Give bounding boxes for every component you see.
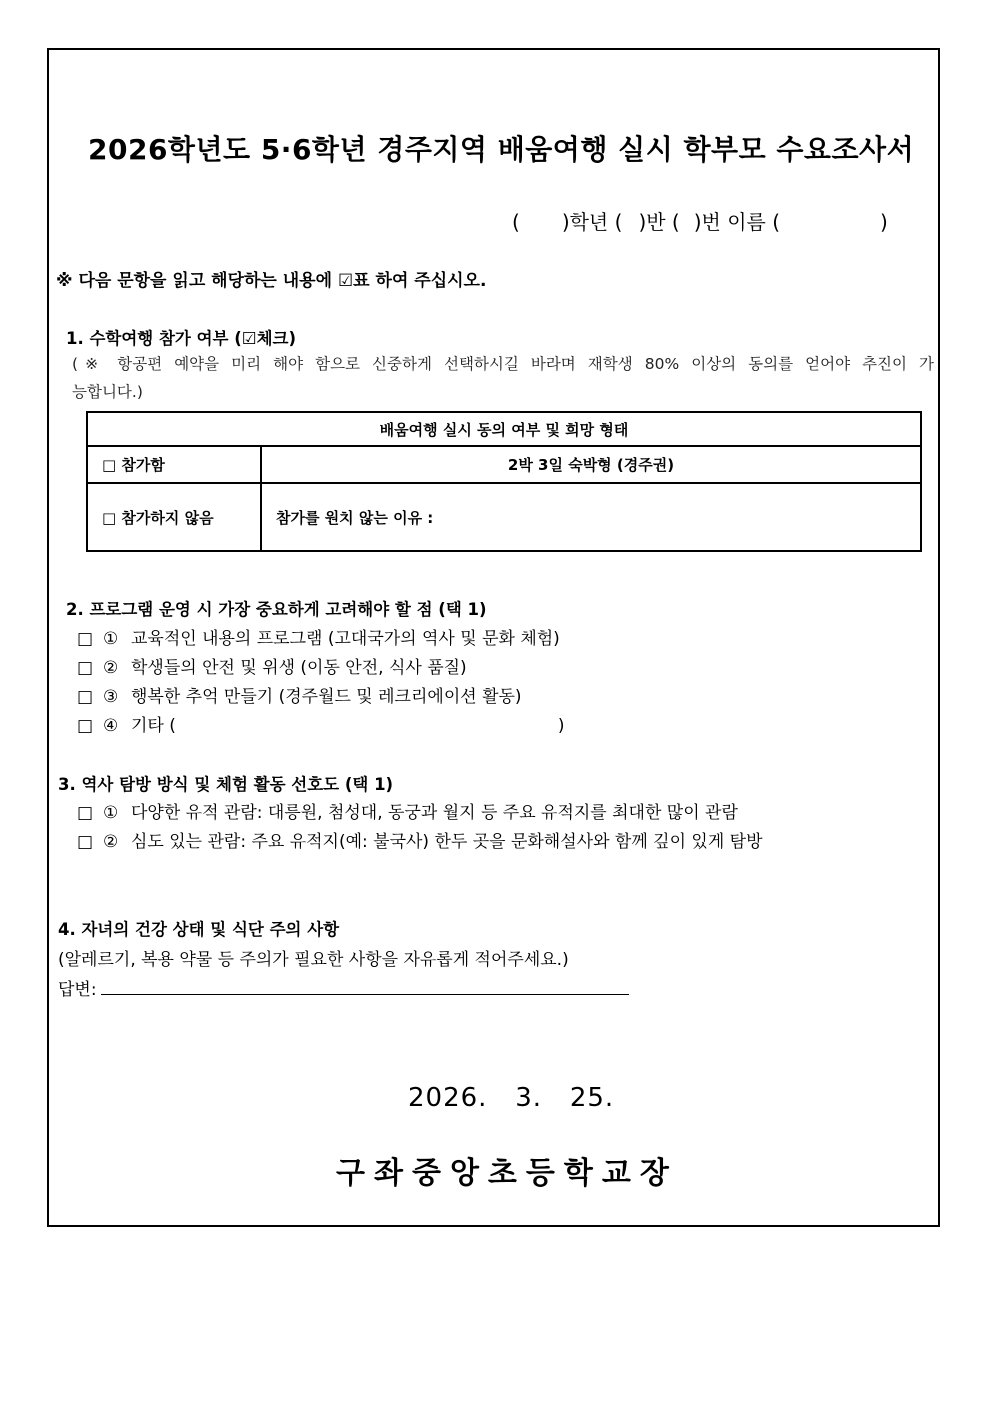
q1-note-line1: (※ 항공편 예약을 미리 해야 함으로 신중하게 선택하시길 바라며 재학생 80% 이상의 동의를 얻어야 추진이 가 <box>72 355 934 373</box>
reason-field[interactable]: 참가를 원치 않는 이유 : <box>261 483 921 551</box>
table-header: 배움여행 실시 동의 여부 및 희망 형태 <box>87 412 921 446</box>
checkbox-icon[interactable]: □ <box>77 687 94 707</box>
q2-title: 2. 프로그램 운영 시 가장 중요하게 고려해야 할 점 (택 1) <box>66 600 487 619</box>
answer-line[interactable] <box>101 980 629 995</box>
student-info-line <box>512 206 888 235</box>
checkbox-icon[interactable]: □ <box>77 803 94 823</box>
page-title: 2026학년도 5·6학년 경주지역 배움여행 실시 학부모 수요조사서 <box>88 133 915 166</box>
q4-title: 4. 자녀의 건강 상태 및 식단 주의 사항 <box>58 920 340 939</box>
q4-answer[interactable] <box>58 975 629 1000</box>
q2-option-4[interactable]: □ ④ 기타 ( ) <box>77 716 565 736</box>
instruction: ※ 다음 문항을 읽고 해당하는 내용에 ☑표 하여 주십시오. <box>56 271 487 291</box>
number-open: ( <box>671 210 680 234</box>
name-open: ( <box>772 210 781 234</box>
q2-option-1[interactable]: □ ① 교육적인 내용의 프로그램 (고대국가의 역사 및 문화 체험) <box>77 629 560 649</box>
checkbox-icon[interactable]: □ <box>77 832 94 852</box>
class-label: )반 <box>638 210 666 234</box>
answer-label: 답변: <box>58 980 97 1000</box>
q2-option-3[interactable]: □ ③ 행복한 추억 만들기 (경주월드 및 레크리에이션 활동) <box>77 687 522 707</box>
date: 2026. 3. 25. <box>408 1083 615 1113</box>
q1-title: 1. 수학여행 참가 여부 (☑체크) <box>66 329 296 348</box>
number-label: )번 이름 <box>693 210 766 234</box>
checkbox-icon[interactable]: □ <box>77 658 94 678</box>
name-close: ) <box>880 210 888 234</box>
grade-label: )학년 <box>561 210 609 234</box>
q4-note: (알레르기, 복용 약물 등 주의가 필요한 사항을 자유롭게 적어주세요.) <box>58 950 569 970</box>
q3-title: 3. 역사 탐방 방식 및 체험 활동 선호도 (택 1) <box>58 775 394 794</box>
q1-note-line2: 능합니다.) <box>72 383 143 401</box>
option-participate[interactable]: □ 참가함 <box>87 446 261 483</box>
grade-open: ( <box>512 210 520 234</box>
checkbox-icon[interactable]: □ <box>77 629 94 649</box>
school-principal: 구좌중앙초등학교장 <box>336 1156 678 1191</box>
participate-type: 2박 3일 숙박형 (경주권) <box>261 446 921 483</box>
q3-option-1[interactable]: □ ① 다양한 유적 관람: 대릉원, 첨성대, 동궁과 월지 등 주요 유적지를 최대한 많이 관람 <box>77 803 738 823</box>
q2-option-2[interactable]: □ ② 학생들의 안전 및 위생 (이동 안전, 식사 품질) <box>77 658 467 678</box>
class-open: ( <box>614 210 623 234</box>
option-not-participate[interactable]: □ 참가하지 않음 <box>87 483 261 551</box>
participation-table <box>86 411 922 552</box>
q3-option-2[interactable]: □ ② 심도 있는 관람: 주요 유적지(예: 불국사) 한두 곳을 문화해설사와 함께 깊이 있게 탐방 <box>77 832 763 852</box>
checkbox-icon[interactable]: □ <box>77 716 94 736</box>
